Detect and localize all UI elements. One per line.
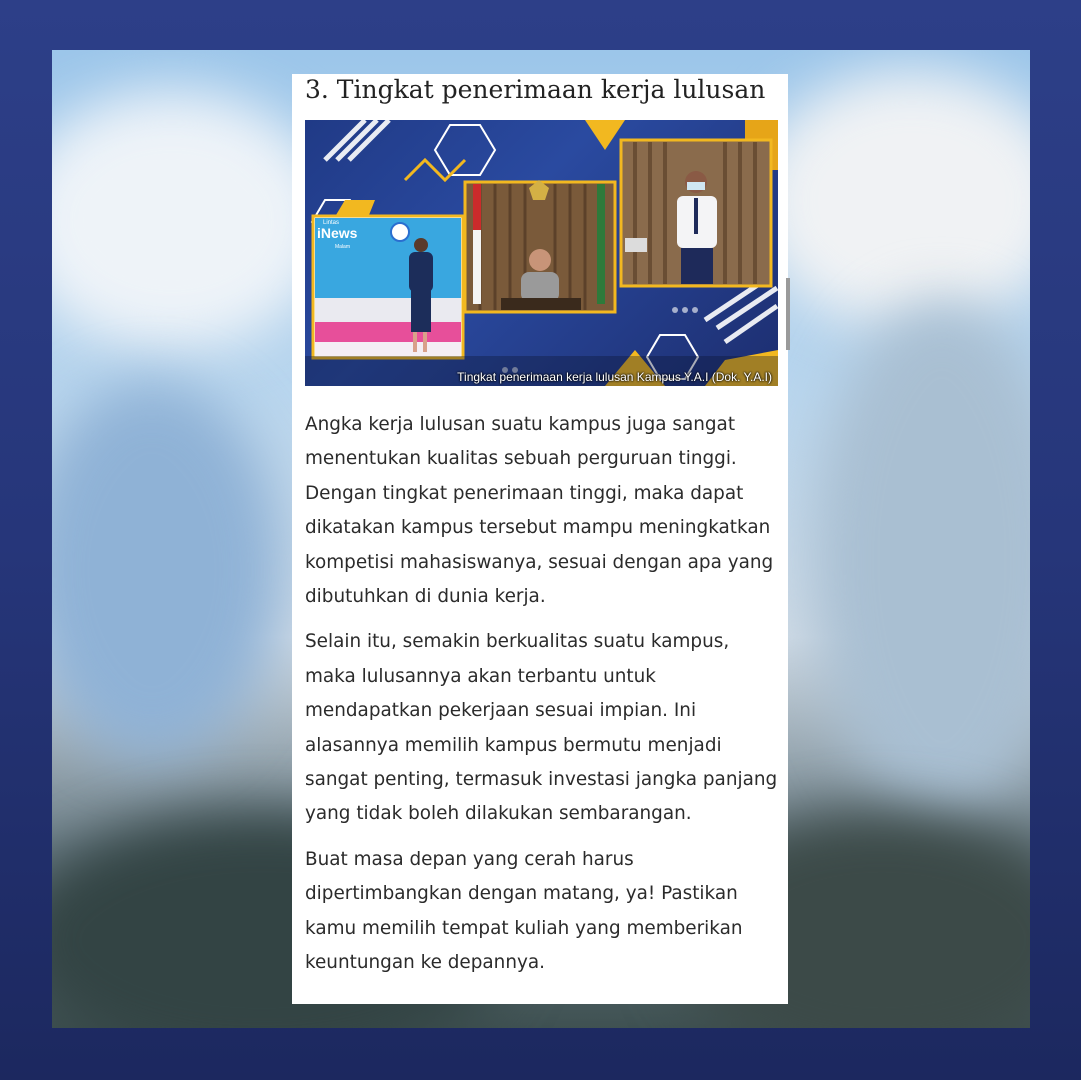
scrollbar-thumb[interactable] xyxy=(786,278,790,350)
article-photo xyxy=(305,120,778,386)
article-heading: 3. Tingkat penerimaan kerja lulusan xyxy=(305,75,766,104)
paragraph-2: Selain itu, semakin berkualitas suatu kampus, maka lulusannya akan terbantu untuk mendapatkan pekerjaan sesuai impian. Ini alasannya memilih kampus bermutu menjadi sangat penting, termasuk investasi jangka panjang yang tidak boleh dilakukan sembarangan. xyxy=(305,631,778,825)
logo-subtext: Lintas xyxy=(323,220,340,226)
article-card xyxy=(292,74,788,1004)
paragraph-1: Angka kerja lulusan suatu kampus juga sangat menentukan kualitas sebuah perguruan tinggi. Dengan tingkat penerimaan tinggi, maka dapat dikatakan kampus tersebut mampu meningkatkan kompetisi mahasiswanya, sesuai dengan apa yang dibutuhkan di dunia kerja. xyxy=(305,414,774,608)
paragraph-3: Buat masa depan yang cerah harus dipertimbangkan dengan matang, ya! Pastikan kamu memilih tempat kuliah yang memberikan keuntungan ke depannya. xyxy=(305,848,743,974)
article-body xyxy=(305,408,783,992)
collage-graphic xyxy=(305,120,778,386)
photo-caption: Tingkat penerimaan kerja lulusan Kampus Y.A.I (Dok. Y.A.I) xyxy=(457,370,772,384)
logo-region: Malam xyxy=(335,244,351,250)
news-logo: iNews xyxy=(317,225,358,241)
